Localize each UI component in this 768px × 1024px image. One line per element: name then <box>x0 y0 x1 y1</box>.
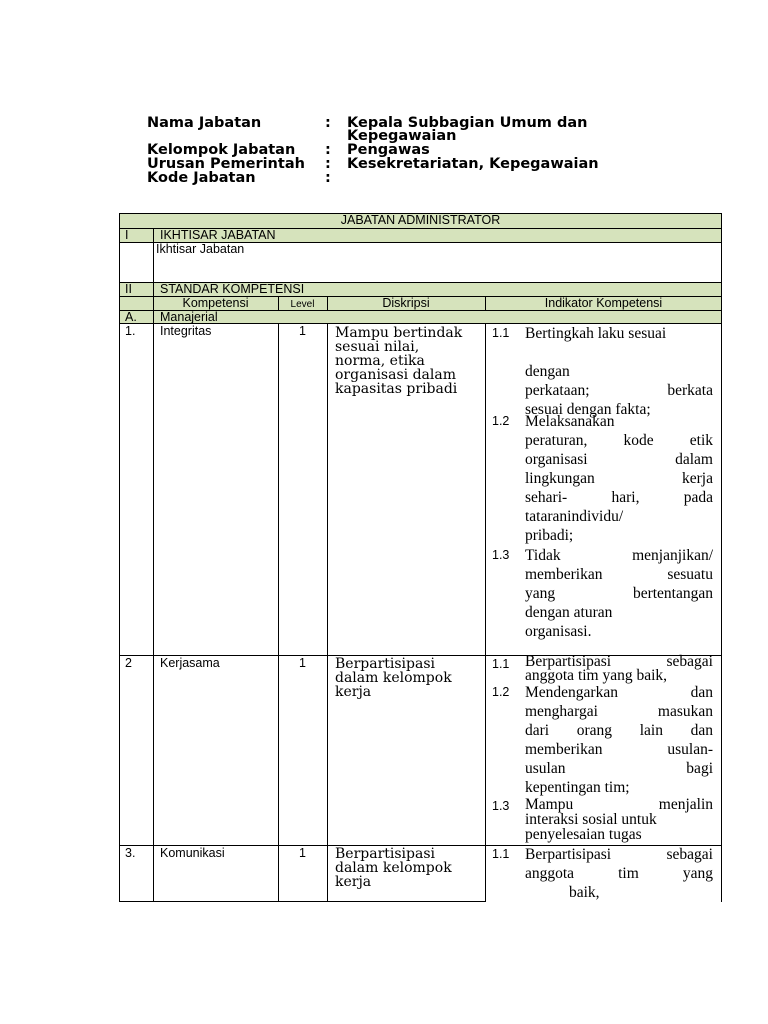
diskripsi-line: norma, etika <box>335 353 425 369</box>
indicator-line: lingkungan kerja <box>525 470 713 487</box>
indicator-text <box>525 845 713 902</box>
column-header-indikator: Indikator Kompetensi <box>544 296 663 310</box>
grid-line <box>119 213 120 902</box>
indicator-line: perkataan; berkata <box>525 382 713 399</box>
indicator-line: sesuai dengan fakta; <box>525 401 651 418</box>
indicator-line: dengan <box>525 363 570 380</box>
indicator-line: tataranindividu/ <box>525 508 624 525</box>
indicator-line: yang bertentangan <box>525 585 713 602</box>
value-nama-jabatan: Kepala Subbagian Umum dan <box>347 115 588 131</box>
section2-number: II <box>125 282 132 296</box>
diskripsi-line: organisasi dalam <box>335 367 456 383</box>
indicator-line: Mampu menjalin <box>525 796 713 813</box>
indicator-text <box>525 655 713 683</box>
header-block <box>147 116 607 186</box>
grid-line <box>119 901 486 902</box>
indicator-line: organisasi dalam <box>525 451 713 468</box>
diskripsi-line: kapasitas pribadi <box>335 381 458 397</box>
indicator-line: interaksi sosial untuk <box>525 811 657 828</box>
grid-line <box>327 323 328 902</box>
grid-line <box>721 213 722 902</box>
indicator-number: 1.3 <box>492 548 510 562</box>
indicator-text <box>525 683 713 797</box>
column-header-diskripsi: Diskripsi <box>382 296 430 310</box>
row-diskripsi <box>335 847 480 889</box>
row-number: 3. <box>125 846 136 860</box>
indicator-number: 1.3 <box>492 799 510 813</box>
value-kelompok-jabatan: Pengawas <box>347 142 430 158</box>
grid-line <box>153 282 154 902</box>
grid-line <box>153 228 154 242</box>
indicator-text <box>525 797 713 842</box>
diskripsi-line: Mampu bertindak <box>335 325 463 341</box>
diskripsi-line: kerja <box>335 684 372 700</box>
label-kelompok-jabatan: Kelompok Jabatan <box>147 142 296 158</box>
row-level: 1 <box>299 656 306 670</box>
diskripsi-line: sesuai nilai, <box>335 339 420 355</box>
indicator-text <box>525 546 713 641</box>
row-level: 1 <box>299 324 306 338</box>
indicator-number: 1.2 <box>492 685 510 699</box>
indicator-line: usulan bagi <box>525 760 713 777</box>
diskripsi-line: kerja <box>335 874 372 890</box>
indicator-number: 1.1 <box>492 657 510 671</box>
indicator-line <box>525 343 713 362</box>
diskripsi-line: dalam kelompok <box>335 860 452 876</box>
label-nama-jabatan: Nama Jabatan <box>147 115 262 131</box>
indicator-line: Berpartisipasi sebagai <box>525 653 713 670</box>
column-header-level: Level <box>290 299 315 310</box>
grid-line <box>153 242 154 282</box>
indicator-line: penyelesaian tugas <box>525 826 642 843</box>
colon: : <box>325 115 331 131</box>
section1-title: IKHTISAR JABATAN <box>160 228 276 242</box>
indicator-number: 1.1 <box>492 326 510 340</box>
section2-title: STANDAR KOMPETENSI <box>160 282 305 296</box>
indicator-line: anggota tim yang baik, <box>525 667 668 684</box>
indicator-line: baik, <box>569 884 600 901</box>
indicator-line: sehari- hari, pada <box>525 489 713 506</box>
table-title: JABATAN ADMINISTRATOR <box>340 213 501 227</box>
diskripsi-line: Berpartisipasi <box>335 846 436 862</box>
indicator-text <box>525 412 713 545</box>
grid-line <box>278 323 279 902</box>
row-diskripsi <box>335 326 480 396</box>
row-diskripsi <box>335 657 480 699</box>
indicator-line: peraturan, kode etik <box>525 432 713 449</box>
colon: : <box>325 170 331 186</box>
indicator-line: pribadi; <box>525 527 574 544</box>
indicator-line: anggota tim yang <box>525 865 713 882</box>
indicator-line: organisasi. <box>525 623 592 640</box>
indicator-line: Berpartisipasi sebagai <box>525 846 713 863</box>
section1-subtitle: Ikhtisar Jabatan <box>156 242 245 256</box>
indicator-line: dengan aturan <box>525 604 613 621</box>
row-kompetensi: Integritas <box>160 324 212 338</box>
indicator-line: memberikan sesuatu <box>525 566 713 583</box>
row-kompetensi: Komunikasi <box>160 846 225 860</box>
indicator-line: Tidak menjanjikan/ <box>525 547 713 564</box>
label-urusan-pemerintah: Urusan Pemerintah <box>147 156 305 172</box>
value-nama-jabatan-cont: Kepegawaian <box>347 128 457 144</box>
row-kompetensi: Kerjasama <box>160 656 220 670</box>
row-number: 2 <box>125 656 132 670</box>
row-level: 1 <box>299 846 306 860</box>
diskripsi-line: Berpartisipasi <box>335 656 436 672</box>
group-letter: A. <box>125 310 137 324</box>
label-kode-jabatan: Kode Jabatan <box>147 170 256 186</box>
indicator-line: kepentingan tim; <box>525 779 630 796</box>
colon: : <box>325 156 331 172</box>
indicator-line: Mendengarkan dan <box>525 684 713 701</box>
indicator-line: Bertingkah laku sesuai <box>525 325 667 342</box>
colon: : <box>325 142 331 158</box>
indicator-line: dari orang lain dan <box>525 722 713 739</box>
value-urusan-pemerintah: Kesekretariatan, Kepegawaian <box>347 156 599 172</box>
grid-line <box>485 323 486 902</box>
indicator-line: Melaksanakan <box>525 413 615 430</box>
row-number: 1. <box>125 324 136 338</box>
group-name: Manajerial <box>160 310 218 324</box>
indicator-text <box>525 324 713 419</box>
diskripsi-line: dalam kelompok <box>335 670 452 686</box>
indicator-number: 1.1 <box>492 847 510 861</box>
column-header-kompetensi: Kompetensi <box>182 296 249 310</box>
section1-number: I <box>125 228 129 242</box>
indicator-number: 1.2 <box>492 414 510 428</box>
indicator-line: menghargai masukan <box>525 703 713 720</box>
indicator-line: memberikan usulan- <box>525 741 713 758</box>
